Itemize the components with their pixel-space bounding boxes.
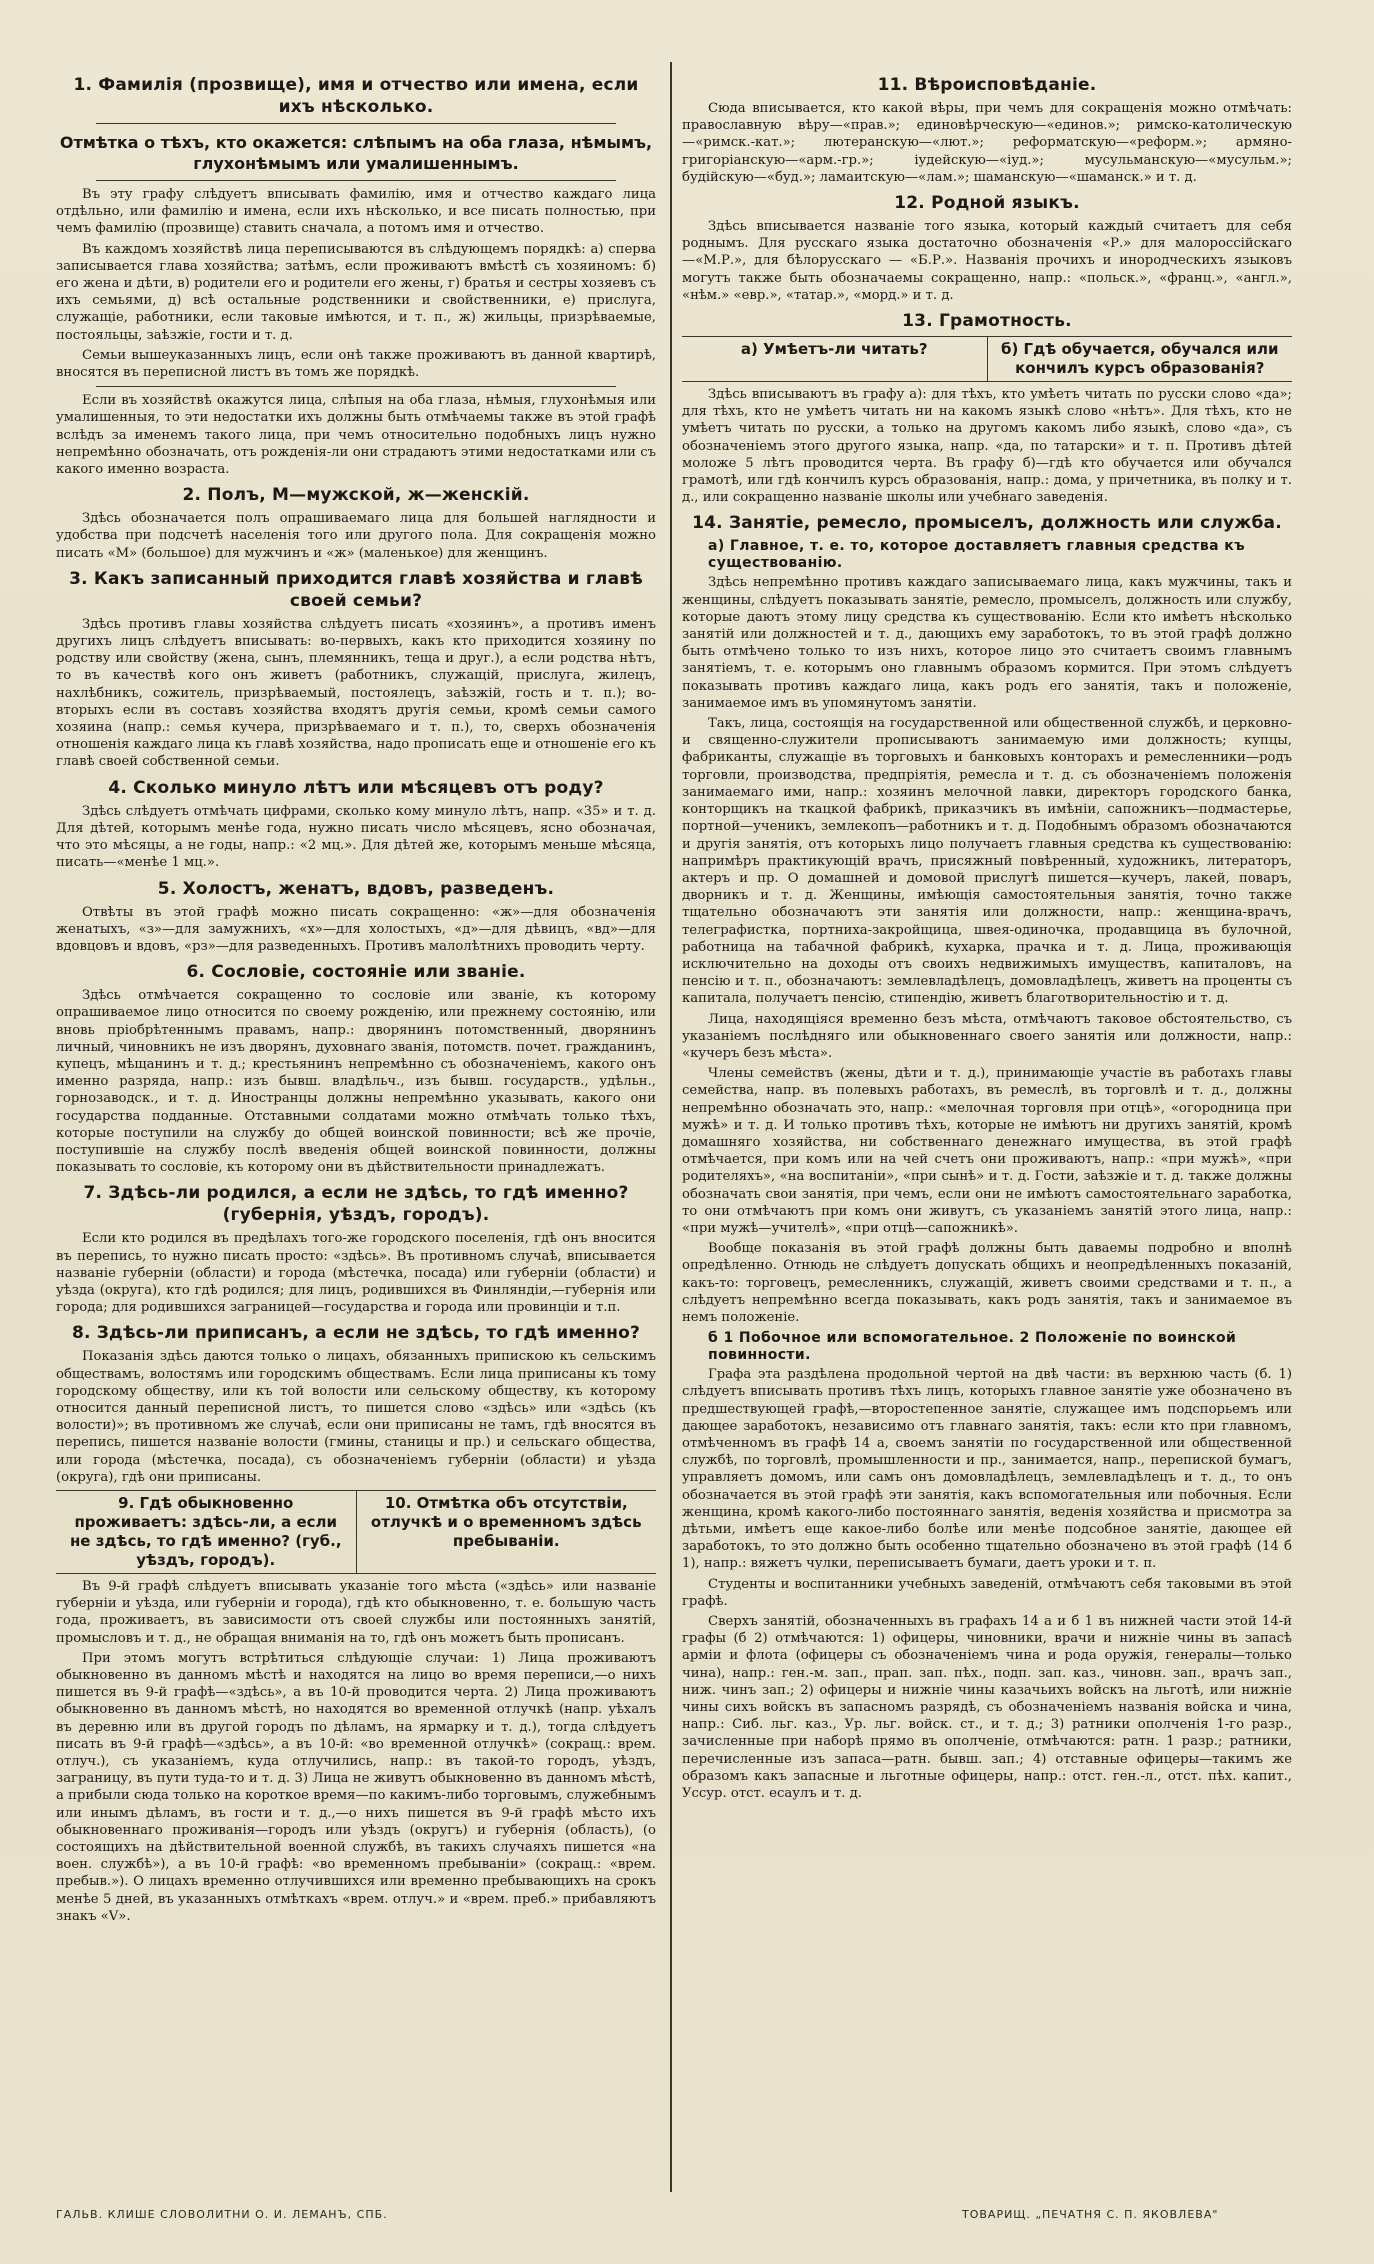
section-1-note-title: Отмѣтка о тѣхъ, кто окажется: слѣпымъ на оба глаза, нѣмымъ, глухонѣмымъ или умалишеннымъ. xyxy=(59,133,653,173)
section-13-title: 13. Грамотность. xyxy=(902,311,1072,332)
section-2-paragraph: Здѣсь обозначается полъ опрашиваемаго лица для большей наглядности и удобства при подсчетѣ населенія того или другого пола. Для сокращенія можно писать «М» (большое) для мужчинъ и «ж» (маленькое) для женщинъ. xyxy=(56,511,656,561)
section-6-paragraph: Здѣсь отмѣчается сокращенно то сословіе или званіе, къ которому опрашиваемое лицо относится по своему рожденію, или прежнему состоянію, или вновь пріобрѣтеннымъ правамъ, напр.: дворянинъ потомственный, дворянинъ личный, чиновникъ не изъ дворянъ, духовнаго званія, потомств. почет. гражданинъ, купецъ, мѣщанинъ и т. д.; крестьянинъ непремѣнно съ обозначеніемъ, какого онъ именно разряда, напр.: изъ бывш. владѣльч., изъ бывш. государств., удѣльн., горнозаводск., и т. д. Иностранцы должны непремѣнно указывать, какого они государства подданные. Отставными солдатами можно отмѣчать только тѣхъ, которые поступили на службу до общей воинской повинности; всѣ же прочіе, поступившіе на службу послѣ введенія общей воинской повинности, должны показывать то сословіе, къ которому они въ дѣйствительности принадлежатъ. xyxy=(56,988,656,1176)
printer-credit-left: ГАЛЬВ. КЛИШЕ СЛОВОЛИТНИ О. И. ЛЕМАНЪ, СПБ. xyxy=(56,2208,388,2221)
divider-rule xyxy=(96,386,616,387)
section-14-paragraph: Студенты и воспитанники учебныхъ заведеній, отмѣчаютъ себя таковыми въ этой графѣ. xyxy=(682,1576,1292,1609)
section-13-subheader xyxy=(682,336,1292,382)
section-1-paragraph: Въ эту графу слѣдуетъ вписывать фамилію, имя и отчество каждаго лица отдѣльно, или фамилію и имена, если ихъ нѣсколько, и все писать полностью, при чемъ фамилію (прозвище) ставить сначала, а потомъ имя и отчество. xyxy=(56,187,656,237)
section-14-paragraph: Вообще показанія въ этой графѣ должны быть даваемы подробно и вполнѣ опредѣленно. Отнюдь не слѣдуетъ допускать общихъ и неопредѣленныхъ показаній, какъ-то: торговецъ, ремесленникъ, служащій, живетъ своими средствами и т. п., а слѣдуетъ непремѣнно всегда показывать, какъ родъ занятія, такъ и занимаемое въ немъ положеніе. xyxy=(682,1241,1292,1325)
section-4-title: 4. Сколько минуло лѣтъ или мѣсяцевъ отъ роду? xyxy=(108,777,604,798)
section-14-paragraph: Такъ, лица, состоящія на государственной или общественной службѣ, и церковно-и священно-служители прописываютъ занимаемую ими должность; купцы, фабриканты, служащіе въ торговыхъ и банковыхъ конторахъ и ремесленники—родъ торговли, производства, предпріятія, ремесла и т. д. съ обозначеніемъ положенія занимаемаго ими, напр.: хозяинъ мелочной лавки, директоръ городского банка, конторщикъ на ткацкой фабрикѣ, приказчикъ въ имѣніи, сапожникъ—подмастерье, портной—ученикъ, землекопъ—работникъ и т. д. Подобнымъ образомъ обозначаются и другія занятія, отъ которыхъ лицо получаетъ главныя средства къ существованію: напримѣръ практикующій врачъ, присяжный повѣренный, художникъ, литераторъ, актеръ и пр. О домашней и домовой прислугѣ пишется—кучеръ, лакей, поваръ, дворникъ и т. д. Женщины, имѣющія самостоятельныя занятія, точно также тщательно обозначаютъ эти занятія или должности, напр.: женщина-врачъ, телеграфистка, портниха-закройщица, швея-одиночка, продавщица въ булочной, работница на табачной фабрикѣ, кухарка, прачка и т. д. Лица, проживающія исключительно на доходы отъ своихъ недвижимыхъ имуществъ, капиталовъ, на пенсію и т. п., обозначаютъ: землевладѣлецъ, домовладѣлецъ, живетъ на проценты съ капитала, получаетъ пенсію, стипендію, живетъ благотворительностію и т. д. xyxy=(682,716,1292,1007)
section-10-title: 10. Отмѣтка объ отсутствіи, отлучкѣ и о временномъ здѣсь пребываніи. xyxy=(356,1491,657,1573)
section-9-10-header xyxy=(56,1490,656,1574)
section-6-title: 6. Сословіе, состояніе или званіе. xyxy=(186,962,526,983)
section-1-paragraph: Семьи вышеуказанныхъ лицъ, если онѣ также проживаютъ въ данной квартирѣ, вносятся въ переписной листъ въ томъ же порядкѣ. xyxy=(56,347,656,381)
section-4-paragraph: Здѣсь слѣдуетъ отмѣчать цифрами, сколько кому минуло лѣтъ, напр. «35» и т. д. Для дѣтей, которымъ менѣе года, нужно писать число мѣсяцевъ, ясно обозначая, что это мѣсяцы, а не годы, напр.: «2 мц.». Для дѣтей же, которымъ меньше мѣсяца, писать—«менѣе 1 мц.». xyxy=(56,803,656,871)
section-14b-heading: б 1 Побочное или вспомогательное. 2 Положеніе по воинской повинности. xyxy=(708,1330,1237,1364)
section-13a-title: а) Умѣетъ-ли читать? xyxy=(740,340,928,359)
section-12-title: 12. Родной языкъ. xyxy=(894,193,1080,214)
section-13b-title: б) Гдѣ обучается, обучался или кончилъ курсъ образованія? xyxy=(987,337,1293,381)
section-14-paragraph: Члены семействъ (жены, дѣти и т. д.), принимающіе участіе въ работахъ главы семейства, напр. въ полевыхъ работахъ, въ ремеслѣ, въ торговлѣ и т. д., должны непремѣнно обозначать это, напр.: «мелочная торговля при отцѣ», «огородница при мужѣ» и т. д. И только противъ тѣхъ, которые не имѣютъ ни другихъ занятій, кромѣ домашняго хозяйства, ни собственнаго денежнаго имущества, въ этой графѣ отмѣчается, при комъ или на чей счетъ они проживаютъ, напр.: «при мужѣ», «при родителяхъ», «на воспитаніи», «при сынѣ» и т. д. Гости, заѣзжіе и т. д. также должны обозначать свои занятія, при чемъ, если они не имѣютъ самостоятельнаго заработка, то они отмѣчаютъ при комъ они живутъ, съ указаніемъ занятій этого лица, напр.: «при мужѣ—учителѣ», «при отцѣ—сапожникѣ». xyxy=(682,1066,1292,1236)
divider-rule xyxy=(96,180,616,181)
section-14-paragraph: Лица, находящіяся временно безъ мѣста, отмѣчаютъ таковое обстоятельство, съ указаніемъ послѣдняго или обыкновеннаго своего занятія или должности, напр.: «кучеръ безъ мѣста». xyxy=(682,1011,1292,1061)
column-divider xyxy=(670,62,672,2192)
left-column xyxy=(56,68,656,2188)
section-8-title: 8. Здѣсь-ли приписанъ, а если не здѣсь, то гдѣ именно? xyxy=(71,1323,641,1344)
section-14-paragraph: Графа эта раздѣлена продольной чертой на двѣ части: въ верхнюю часть (б. 1) слѣдуетъ вписывать противъ тѣхъ лицъ, которыхъ главное занятіе уже обозначено въ предшествующей графѣ,—второстепенное занятіе, служащее имъ подспорьемъ или дающее заработокъ, независимо отъ главнаго занятія, такъ: если кто при главномъ, отмѣченномъ въ графѣ 14 а, своемъ занятіи по государственной или общественной службѣ, по торговлѣ, промышленности и пр., занимается, напр., перепиской бумагъ, управляетъ домомъ, или самъ онъ домовладѣлецъ, землевладѣлецъ и т. д., то онъ обозначается въ этой графѣ эти занятія, какъ вспомогательныя или побочныя. Если женщина, кромѣ какого-либо постояннаго занятія, веденія хозяйства и присмотра за дѣтьми, имѣетъ еще какое-либо болѣе или менѣе подсобное занятіе, дающее ей заработокъ, то это должно быть особенно тщательно обозначено въ этой графѣ (14 б 1), напр.: вяжетъ чулки, переписываетъ бумаги, даетъ уроки и т. п. xyxy=(682,1367,1292,1572)
section-1-title: 1. Фамилія (прозвище), имя и отчество или имена, если ихъ нѣсколько. xyxy=(73,75,639,117)
section-9-title: 9. Гдѣ обыкновенно проживаетъ: здѣсь-ли, а если не здѣсь, то гдѣ именно? (губ., уѣздъ, городъ). xyxy=(69,1493,342,1569)
section-5-title: 5. Холостъ, женатъ, вдовъ, разведенъ. xyxy=(157,878,555,899)
section-11-paragraph: Сюда вписывается, кто какой вѣры, при чемъ для сокращенія можно отмѣчать: православную вѣру—«прав.»; единовѣрческую—«единов.»; римско-католическую—«римск.-кат.»; лютеранскую—«лют.»; реформатскую—«реформ.»; армяно-григоріанскую—«арм.-гр.»; іудейскую—«іуд.»; мусульманскую—«мусульм.»; будійскую—«буд.»; ламаитскую—«лам.»; шаманскую—«шаманск.» и т. д. xyxy=(682,101,1292,185)
section-9-paragraph: Въ 9-й графѣ слѣдуетъ вписывать указаніе того мѣста («здѣсь» или названіе губерніи и уѣзда, или губерніи и города), гдѣ кто обыкновенно, т. е. большую часть года, проживаетъ, въ зависимости отъ своей службы или постоянныхъ занятій, промысловъ и т. д., не обращая вниманія на то, гдѣ онъ можетъ быть прописанъ. xyxy=(56,1578,656,1646)
printer-credit-right: ТОВАРИЩ. „ПЕЧАТНЯ С. П. ЯКОВЛЕВА" xyxy=(962,2208,1219,2221)
divider-rule xyxy=(96,123,616,124)
section-3-paragraph: Здѣсь противъ главы хозяйства слѣдуетъ писать «хозяинъ», а противъ именъ другихъ лицъ слѣдуетъ вписывать: во-первыхъ, какъ кто приходится хозяину по родству или свойству (жена, сынъ, племянникъ, теща и друг.), а если родства нѣтъ, то въ качествѣ кого онъ живетъ (работникъ, служащій, прислуга, жилецъ, нахлѣбникъ, сожитель, призрѣваемый, постоялецъ, заѣзжій, гость и т. п.); во-вторыхъ если въ составъ хозяйства входятъ другія семьи, кромѣ семьи самого хозяина (напр.: семья кучера, призрѣваемаго и т. п.), то, сверхъ обозначенія отношенія каждаго лица къ главѣ хозяйства, надо прописать еще и отношеніе его къ главѣ своей собственной семьи. xyxy=(56,616,656,770)
section-7-paragraph: Если кто родился въ предѣлахъ того-же городского поселенія, гдѣ онъ вносится въ перепись, то нужно писать просто: «здѣсь». Въ противномъ случаѣ, вписывается названіе губерніи (области) и города (мѣстечка, посада) или губерніи (области) и уѣзда (округа), кто гдѣ родился; для лицъ, родившихся въ Финляндіи,—губернія или города; для родившихся заграницей—государства и города или провинціи и т.п. xyxy=(56,1231,656,1316)
section-14-paragraph: Здѣсь непремѣнно противъ каждаго записываемаго лица, какъ мужчины, такъ и женщины, слѣдуетъ показывать занятіе, ремесло, промыселъ, должность или службу, которые даютъ этому лицу средства къ существованію. Если кто имѣетъ нѣсколько занятій или должностей и т. д., дающихъ ему заработокъ, то въ этой графѣ должно быть отмѣчено только то изъ нихъ, которое лицо это считаетъ своимъ главнымъ занятіемъ, т. е. которымъ оно главнымъ образомъ кормится. При этомъ слѣдуетъ показывать противъ каждаго лица, какъ родъ его занятія, такъ и положеніе, занимаемое имъ въ упомянутомъ занятіи. xyxy=(682,575,1292,711)
section-1-paragraph: Въ каждомъ хозяйствѣ лица переписываются въ слѣдующемъ порядкѣ: а) сперва записывается глава хозяйства; затѣмъ, если проживаютъ вмѣстѣ съ хозяиномъ: б) его жена и дѣти, в) родители его и родители его жены, г) братья и сестры хозяевъ съ ихъ семьями, д) всѣ остальные родственники и свойственники, е) прислуга, служащіе, работники, если таковые имѣются, и т. п., ж) жильцы, призрѣваемые, постояльцы, заѣзжіе, гости и т. д. xyxy=(56,241,656,343)
section-2-title: 2. Полъ, М—мужской, ж—женскій. xyxy=(182,485,530,506)
section-9-paragraph: При этомъ могутъ встрѣтиться слѣдующіе случаи: 1) Лица проживаютъ обыкновенно въ данномъ мѣстѣ и находятся на лицо во время переписи,—о нихъ пишется въ 9-й графѣ—«здѣсь», а въ 10-й проводится черта. 2) Лица проживаютъ обыкновенно въ данномъ мѣстѣ, но находятся во временной отлучкѣ (напр. уѣхалъ въ деревню или въ другой городъ по дѣламъ, на ярмарку и т. д.), тогда слѣдуетъ писать въ 9-й графѣ—«здѣсь», а въ 10-й: «во временной отлучкѣ» (сокращ.: врем. отлуч.), съ указаніемъ, куда отлучились, напр.: въ такой-то городъ, уѣздъ, заграницу, въ пути туда-то и т. д. 3) Лица не живутъ обыкновенно въ данномъ мѣстѣ, а прибыли сюда только на короткое время—по какимъ-либо торговымъ, служебнымъ или инымъ дѣламъ, въ гости и т. д.,—о нихъ пишется въ 9-й графѣ мѣсто ихъ обыкновеннаго проживанія—городъ или уѣздъ (округъ) и губернія (область), (о состоящихъ на дѣйствительной военной службѣ, въ такихъ случаяхъ пишется «на воен. службѣ»), а въ 10-й графѣ: «во временномъ пребываніи» (сокращ.: «врем. пребыв.»). О лицахъ временно отлучившихся или временно пребывающихъ на срокъ менѣе 5 дней, въ указанныхъ отмѣткахъ «врем. отлуч.» и «врем. преб.» прибавляютъ знакъ «V». xyxy=(56,1650,656,1924)
section-14-title: 14. Занятіе, ремесло, промыселъ, должность или служба. xyxy=(692,513,1282,534)
section-12-paragraph: Здѣсь вписывается названіе того языка, который каждый считаетъ для себя роднымъ. Для русскаго языка достаточно обозначенія «Р.» для малороссійскаго—«М.Р.», для бѣлорусскаго — «Б.Р.». Названія прочихъ и инородческихъ языковъ могутъ также быть обозначаемы сокращенно, напр.: «польск.», «франц.», «англ.», «нѣм.» «евр.», «татар.», «морд.» и т. д. xyxy=(682,219,1292,303)
section-11-title: 11. Вѣроисповѣданіе. xyxy=(877,75,1097,95)
section-5-paragraph: Отвѣты въ этой графѣ можно писать сокращенно: «ж»—для обозначенія женатыхъ, «з»—для замужнихъ, «х»—для холостыхъ, «д»—для дѣвицъ, «вд»—для вдовцовъ и вдовъ, «рз»—для разведенныхъ. Противъ малолѣтнихъ проводить черту. xyxy=(56,904,656,954)
section-7-title: 7. Здѣсь-ли родился, а если не здѣсь, то гдѣ именно? (губернія, уѣздъ, городъ). xyxy=(83,1183,629,1226)
section-14-paragraph: Сверхъ занятій, обозначенныхъ въ графахъ 14 а и б 1 въ нижней части этой 14-й графы (б 2) отмѣчаются: 1) офицеры, чиновники, врачи и нижніе чины въ запасѣ арміи и флота (офицеры съ обозначеніемъ чина и рода оружія, генералы—только чина), напр.: ген.-м. зап., прап. зап. пѣх., подп. зап. каз., чиновн. зап., врачъ зап., ниж. чинъ зап.; 2) офицеры и нижніе чины казачьихъ войскъ на льготѣ, или нижніе чины сихъ войскъ въ запасномъ разрядѣ, съ обозначеніемъ названія войска и чина, напр.: Сиб. льг. каз., Ур. льг. войск. ст., и т. д.; 3) ратники ополченія 1-го разр., зачисленные при наборѣ прямо въ ополченіе, отмѣчаются: ратн. 1 разр.; ратники, перечисленные изъ запаса—ратн. бывш. зап.; 4) отставные офицеры—такимъ же образомъ какъ запасные и льготные офицеры, напр.: отст. ген.-л., отст. пѣх. капит., Уссур. отст. есаулъ и т. д. xyxy=(682,1614,1292,1802)
section-13-paragraph: Здѣсь вписываютъ въ графу а): для тѣхъ, кто умѣетъ читать по русски слово «да»; для тѣхъ, кто не умѣетъ читать ни на какомъ языкѣ слово «нѣтъ». Для тѣхъ, кто не умѣетъ читать по русски, а только на другомъ какомъ либо языкѣ, слово «да», съ обозначеніемъ этого другого языка, напр. «да, по татарски» и т. п. Противъ дѣтей моложе 5 лѣтъ проводится черта. Въ графу б)—гдѣ кто обучается или обучался грамотѣ, или гдѣ кончилъ курсъ образованія, напр.: дома, у причетника, въ полку и т. д., или сокращенно названіе школы или учебнаго заведенія. xyxy=(682,387,1292,506)
section-1-paragraph: Если въ хозяйствѣ окажутся лица, слѣпыя на оба глаза, нѣмыя, глухонѣмыя или умалишенныя, то эти недостатки ихъ должны быть отмѣчаемы также въ этой графѣ вслѣдъ за именемъ такого лица, при чемъ относительно подобныхъ лицъ нужно непремѣнно обозначать, отъ рожденія-ли они страдаютъ этими недостатками или съ какого именно возраста. xyxy=(56,393,656,478)
section-14a-heading: а) Главное, т. е. то, которое доставляетъ главныя средства къ существованію. xyxy=(708,538,1246,572)
right-column xyxy=(682,68,1292,2188)
section-3-title: 3. Какъ записанный приходится главѣ хозяйства и главѣ своей семьи? xyxy=(69,568,643,611)
section-8-paragraph: Показанія здѣсь даются только о лицахъ, обязанныхъ припискою къ сельскимъ обществамъ, волостямъ или городскимъ обществамъ. Если лица приписаны къ тому городскому обществу, или къ той волости или сельскому обществу, къ которому относится данный переписной листъ, то пишется слово «здѣсь» или «здѣсь (къ волости)»; въ противномъ же случаѣ, если они приписаны не тамъ, гдѣ вносятся въ перепись, пишется названіе волости (гмины, станицы и пр.) и сельскаго общества, или города (мѣстечка, посада), съ обозначеніемъ губерніи (области) и уѣзда (округа), гдѣ они приписаны. xyxy=(56,1349,656,1485)
